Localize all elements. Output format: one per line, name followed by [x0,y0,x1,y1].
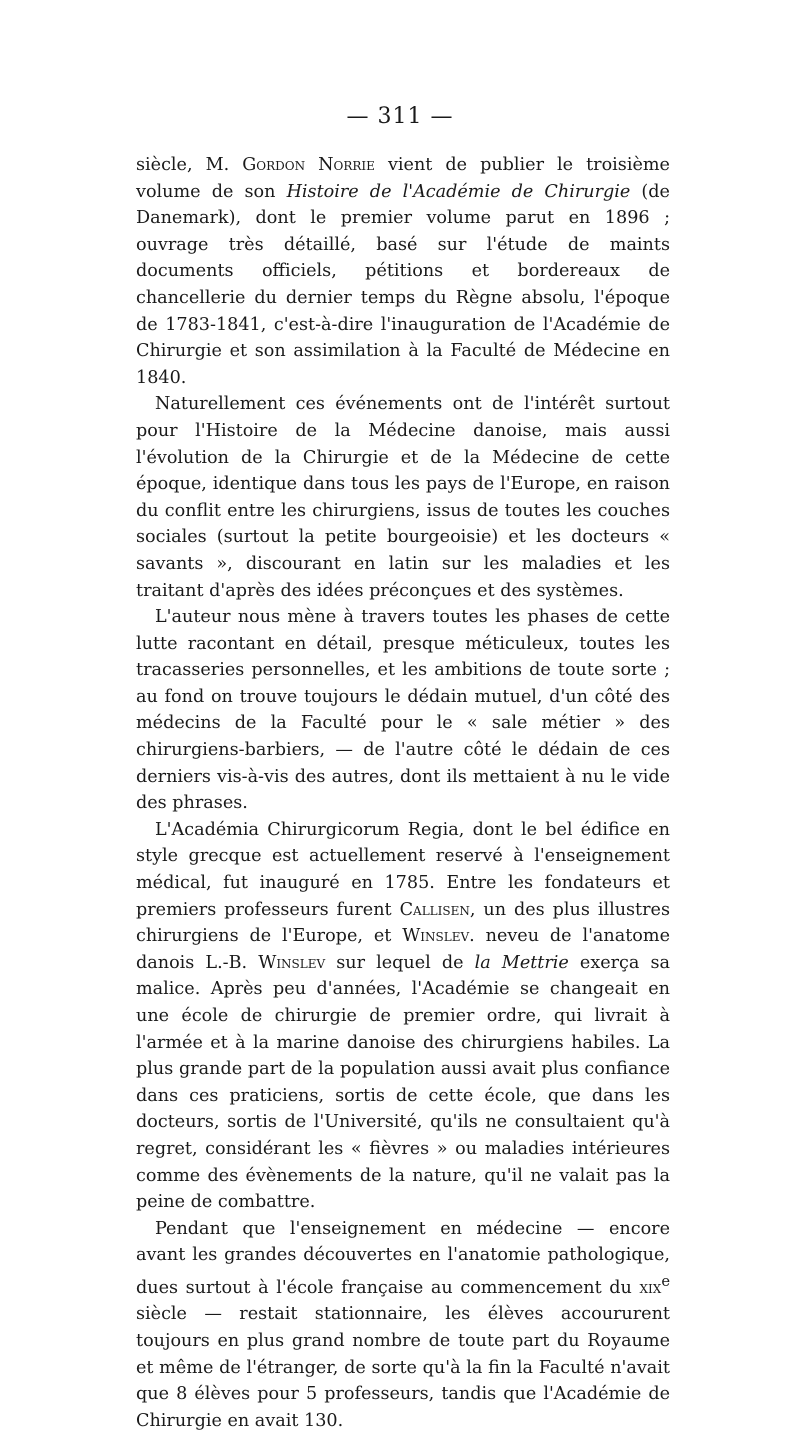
paragraph [136,152,670,391]
text-run: Naturellement ces événements ont de l'intérêt surtout pour l'Histoire de la Médecine danoise, mais aussi l'évolution de la Chirurgie et de la Médecine de cette époque, identique dans tous les pays de l'Europe, en raison du conflit entre les chirurgiens, issus de toutes les couches sociales (surtout la petite bourgeoisie) et les docteurs « savants », discourant en latin sur les maladies et les traitant d'après des idées préconçues et des systèmes. [136,394,670,601]
text-run: L'Académia Chirurgicorum Regia, dont le bel édifice en style grecque est actuellement reservé à l'enseignement médical, fut inauguré en 1785. Entre les fondateurs et premiers professeurs furent [136,819,670,920]
small-caps-name: xix [639,1277,662,1298]
small-caps-name: Winslev [402,926,470,947]
text-run: . neveu de l'anatome danois L.-B. [136,926,670,973]
superscript: e [661,1272,670,1290]
text-run: (de Danemark), dont le premier volume parut en 1896 ; ouvrage très détaillé, basé sur l'étude de maints documents officiels, pétitions et bordereaux de chancellerie du dernier temps du Règne absolu, l'époque de 1783-1841, c'est-à-dire l'inauguration de l'Académie de Chirurgie et son assimilation à la Faculté de Médecine en 1840. [136,181,670,388]
paragraph [136,604,670,817]
page-number: — 311 — [346,104,454,129]
text-run: siècle, M. [136,155,243,175]
text-run: exerça sa malice. Après peu d'années, l'Académie se changeait en une école de chirurgie de premier ordre, qui livrait à l'armée et à la marine danoise des chirurgiens habiles. La plus grande part de la population aussi avait plus confiance dans ces praticiens, sortis de cette école, que dans les docteurs, sortis de l'Université, qu'ils ne consultaient qu'à regret, considérant les « fièvres » ou maladies intérieures comme des évènements de la nature, qu'il ne valait pas la peine de combattre. [136,952,670,1213]
text-run: vient de publier le troisième volume de son [136,155,670,202]
text-run: siècle — restait stationnaire, les élèves accoururent toujours en plus grand nombre de toute part du Royaume et même de l'étranger, de sorte qu'à la fin la Faculté n'avait que 8 élèves pour 5 professeurs, tandis que l'Académie de Chirurgie en avait 130. [136,1304,670,1431]
small-caps-name: Gordon Norrie [242,155,375,175]
body-text [136,152,670,1434]
italic-title: la Mettrie [474,952,569,973]
text-run: Pendant que l'enseignement en médecine — encore avant les grandes découvertes en l'anatomie pathologique, dues surtout à l'école française au commencement du [136,1218,670,1298]
paragraph [136,1216,670,1434]
small-caps-name: Winslev [258,952,326,973]
text-run: sur lequel de [325,952,475,973]
text-run: L'auteur nous mène à travers toutes les phases de cette lutte racontant en détail, presque méticuleux, toutes les tracasseries personnelles, et les ambitions de toute sorte ; au fond on trouve toujours le dédain mutuel, d'un côté des médecins de la Faculté pour le « sale métier » des chirurgiens-barbiers, — de l'autre côté le dédain de ces derniers vis-à-vis des autres, dont ils mettaient à nu le vide des phrases. [136,607,670,814]
paragraph [136,391,670,604]
italic-title: Histoire de l'Académie de Chirurgie [286,181,631,202]
text-run: , un des plus illustres chirurgiens de l'Europe, et [136,899,670,947]
small-caps-name: Callisen [399,899,470,920]
paragraph [136,817,670,1216]
